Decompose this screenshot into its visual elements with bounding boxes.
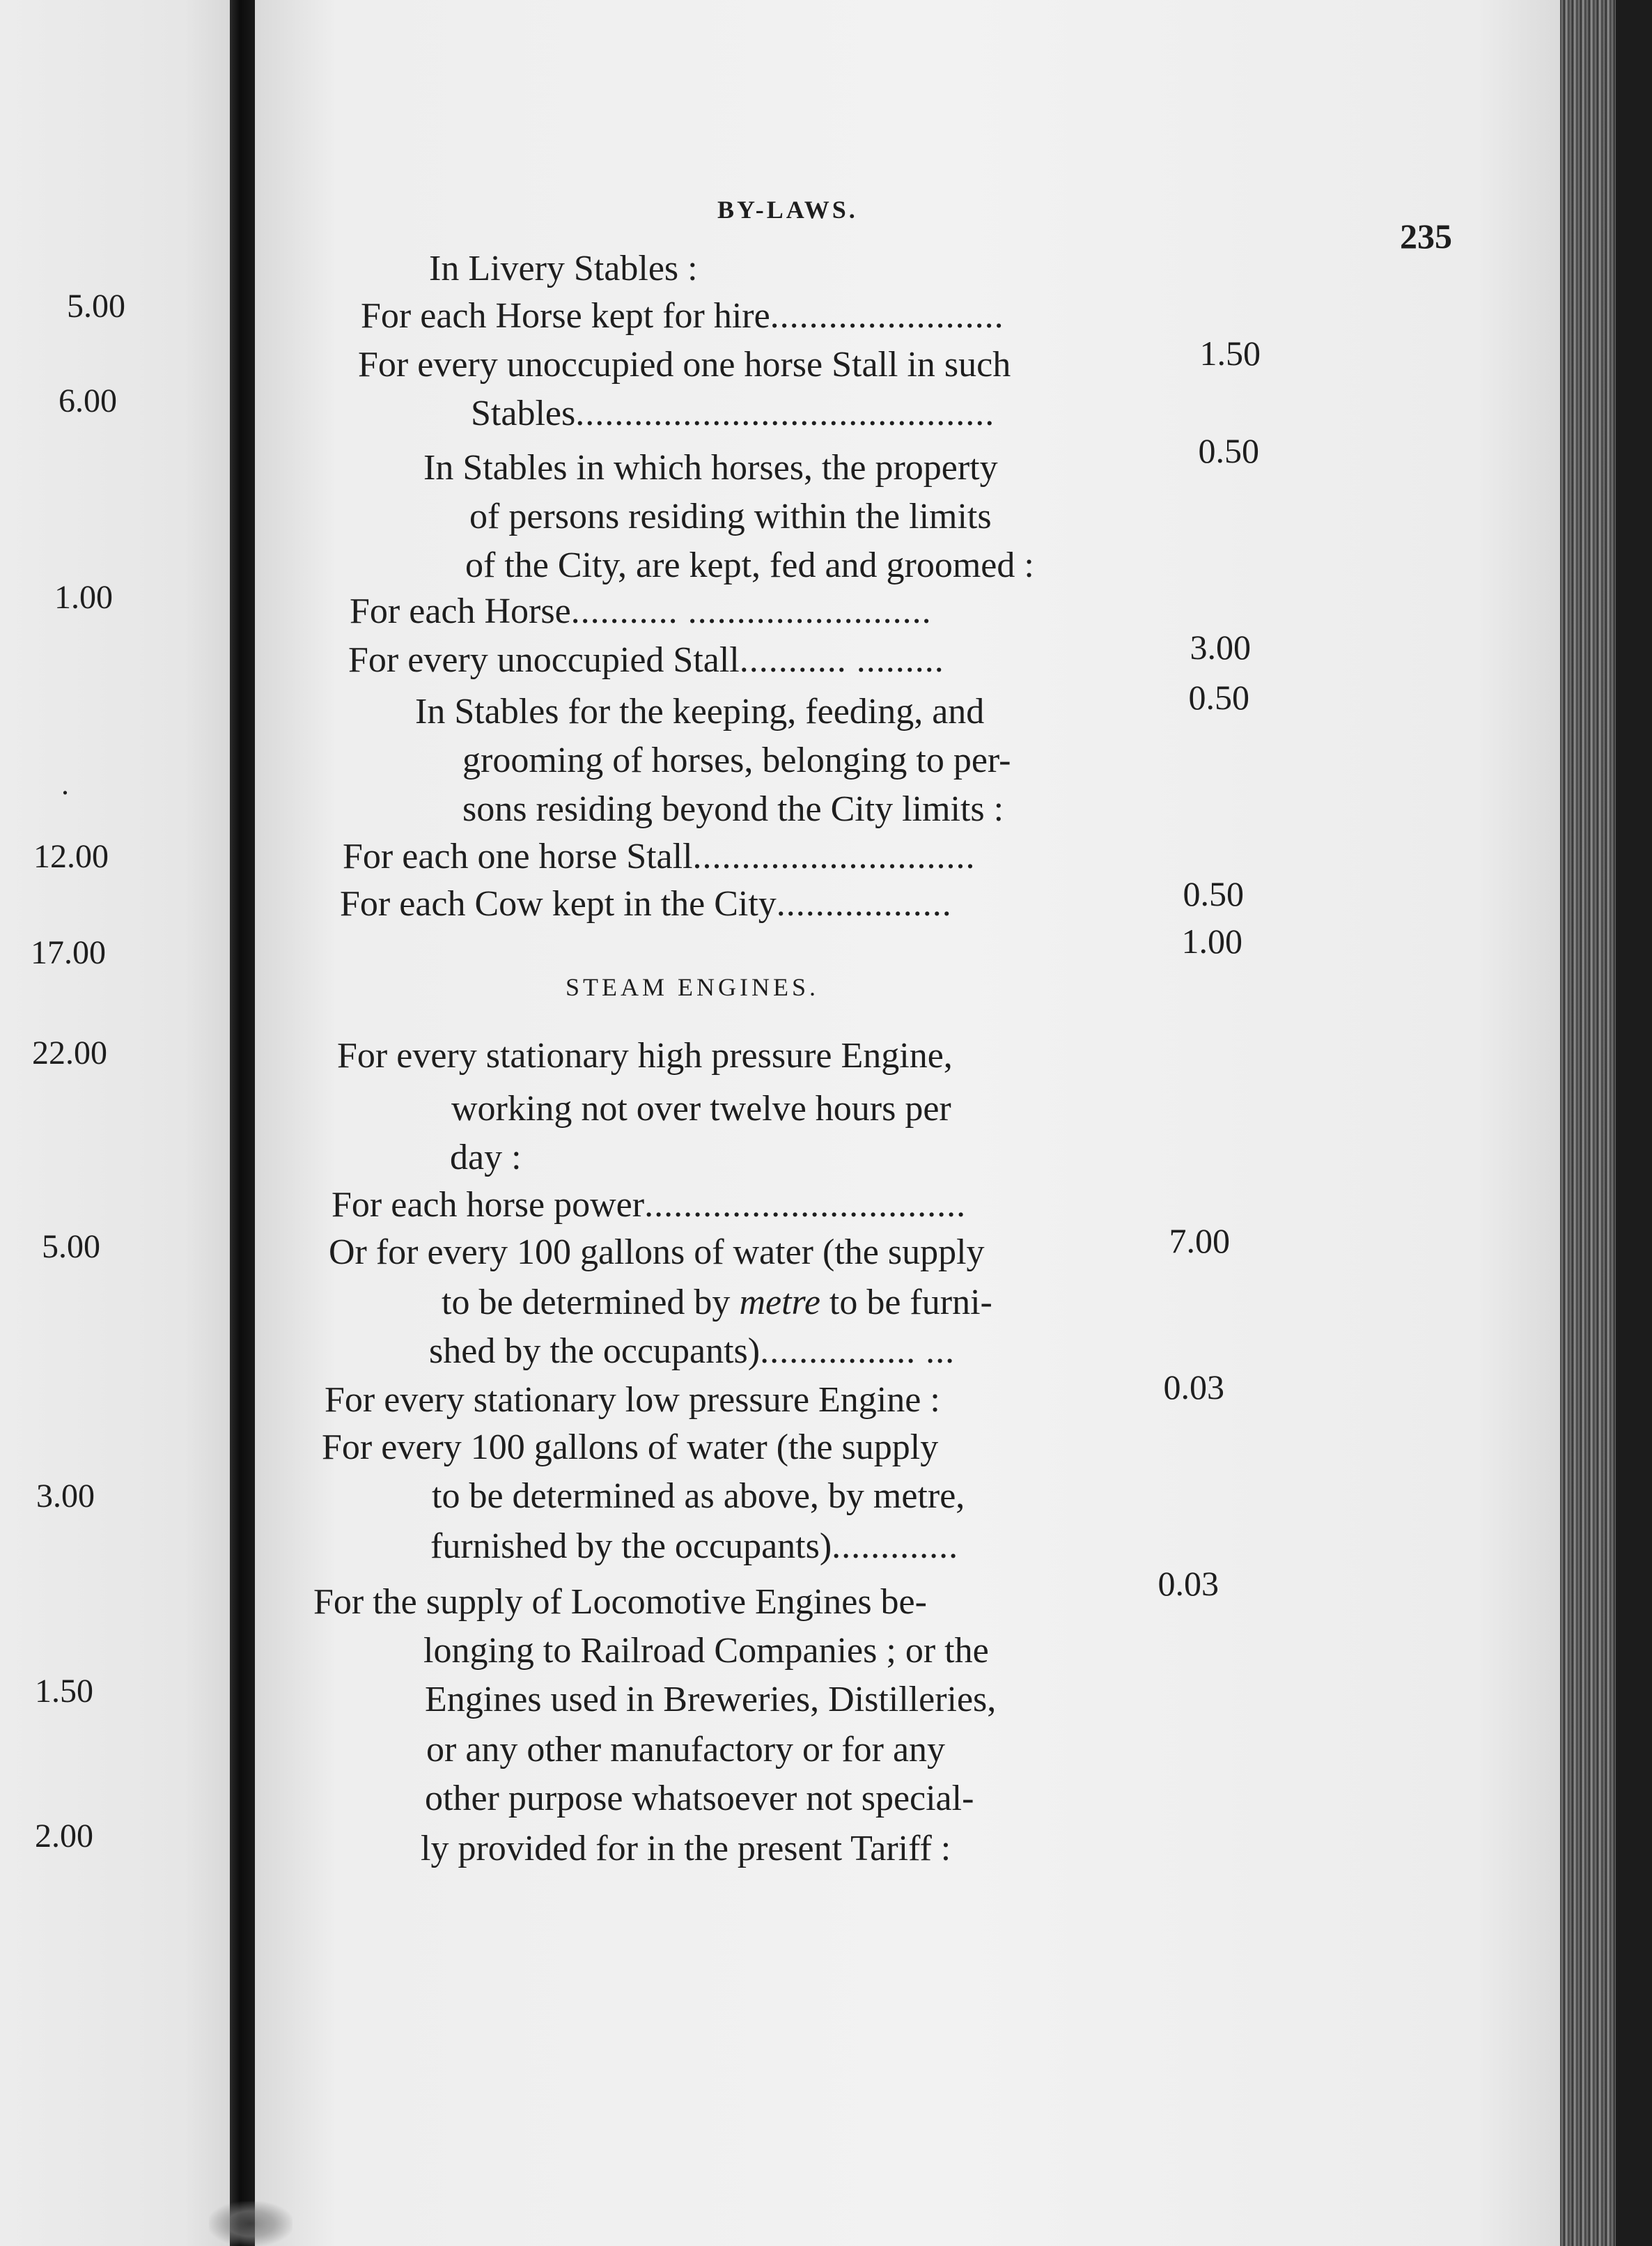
tariff-line	[340, 886, 952, 922]
margin-number: 12.00	[33, 838, 109, 875]
ink-smudge	[209, 2201, 293, 2246]
tariff-item: For each horse power	[332, 1185, 645, 1225]
margin-number: 6.00	[59, 382, 117, 419]
tariff-item: For each Cow kept in the City	[340, 884, 777, 924]
tariff-amount: 0.03	[1163, 1368, 1224, 1407]
livery-heading: In Livery Stables :	[429, 249, 698, 288]
tariff-text	[442, 1285, 992, 1321]
margin-mark: .	[61, 767, 69, 801]
tariff-text-part: to be determined by	[442, 1283, 740, 1322]
tariff-text: ly provided for in the present Tariff :	[421, 1829, 951, 1868]
tariff-item: For each Horse	[350, 591, 571, 631]
tariff-amount: 1.50	[1199, 334, 1261, 373]
tariff-item: For every unoccupied Stall	[348, 640, 740, 680]
dot-leader: ........... .........	[739, 640, 944, 680]
tariff-amount: 3.00	[1190, 628, 1251, 667]
tariff-text: of persons residing within the limits	[469, 497, 992, 536]
tariff-item: furnished by the occupants)	[430, 1526, 832, 1566]
tariff-text: of the City, are kept, fed and groomed :	[465, 545, 1034, 585]
dot-leader: ........................	[770, 296, 1004, 336]
tariff-text: working not over twelve hours per	[451, 1089, 951, 1129]
tariff-text: or any other manufactory or for any	[426, 1730, 946, 1769]
margin-number: 3.00	[36, 1478, 95, 1515]
margin-number: 1.00	[54, 579, 113, 616]
tariff-item: For each Horse kept for hire	[361, 296, 770, 336]
dot-leader: ................ ...	[760, 1331, 956, 1371]
tariff-amount: 0.50	[1198, 431, 1259, 470]
tariff-text: For every stationary low pressure Engine :	[325, 1380, 940, 1420]
tariff-line	[350, 591, 932, 631]
tariff-text: For every stationary high pressure Engine,	[337, 1036, 953, 1076]
tariff-amount: 7.00	[1169, 1221, 1230, 1260]
margin-number: 17.00	[31, 934, 106, 971]
tariff-amount: 0.50	[1188, 678, 1249, 717]
tariff-item: Stables	[471, 394, 576, 433]
tariff-line	[361, 298, 1004, 334]
dot-leader: ...........................................	[575, 394, 995, 433]
margin-number: 2.00	[35, 1818, 93, 1854]
tariff-text: to be determined as above, by metre,	[432, 1476, 965, 1516]
page-edge-shadow	[1616, 0, 1652, 2246]
tariff-text: In Stables in which horses, the property	[423, 448, 998, 488]
margin-number: 5.00	[42, 1228, 100, 1265]
tariff-text: other purpose whatsoever not special-	[425, 1779, 974, 1818]
tariff-amount: 1.00	[1181, 922, 1242, 961]
section-title: STEAM ENGINES.	[566, 973, 819, 1001]
tariff-text: For every 100 gallons of water (the supply	[322, 1427, 939, 1467]
tariff-text: Or for every 100 gallons of water (the supply	[329, 1232, 985, 1272]
previous-page-margin	[0, 0, 230, 2246]
tariff-line	[348, 642, 944, 679]
tariff-text: sons residing beyond the City limits :	[462, 789, 1004, 829]
tariff-amount: 0.50	[1183, 874, 1244, 913]
tariff-line	[343, 839, 976, 875]
italic-word: metre	[739, 1283, 820, 1322]
margin-number: 22.00	[32, 1035, 107, 1071]
page-number: 235	[1400, 217, 1452, 256]
tariff-text: grooming of horses, belonging to per-	[462, 741, 1011, 780]
dot-leader: .............	[832, 1526, 959, 1566]
running-header: BY-LAWS.	[717, 196, 858, 224]
book-spine	[230, 0, 255, 2246]
dot-leader: .................................	[644, 1185, 967, 1225]
tariff-text: In Stables for the keeping, feeding, and	[415, 692, 985, 731]
tariff-line	[471, 396, 995, 432]
tariff-text-part: to be furni-	[820, 1283, 992, 1322]
dot-leader: .............................	[692, 837, 976, 876]
margin-number: 1.50	[35, 1673, 93, 1710]
tariff-text: Engines used in Breweries, Distilleries,	[425, 1680, 997, 1719]
tariff-line: For every unoccupied one horse Stall in such	[358, 345, 1011, 385]
tariff-line	[430, 1528, 958, 1565]
tariff-item: For each one horse Stall	[343, 837, 693, 876]
tariff-item: shed by the occupants)	[429, 1331, 761, 1371]
tariff-text: longing to Railroad Companies ; or the	[423, 1631, 989, 1671]
tariff-amount: 0.03	[1158, 1564, 1219, 1603]
dot-leader: ........... .........................	[570, 591, 932, 631]
tariff-text: day :	[450, 1138, 522, 1177]
tariff-text: For the supply of Locomotive Engines be-	[313, 1582, 927, 1622]
dot-leader: ..................	[776, 884, 952, 924]
margin-number: 5.00	[67, 288, 125, 325]
tariff-line	[429, 1333, 955, 1370]
tariff-line	[332, 1187, 966, 1223]
